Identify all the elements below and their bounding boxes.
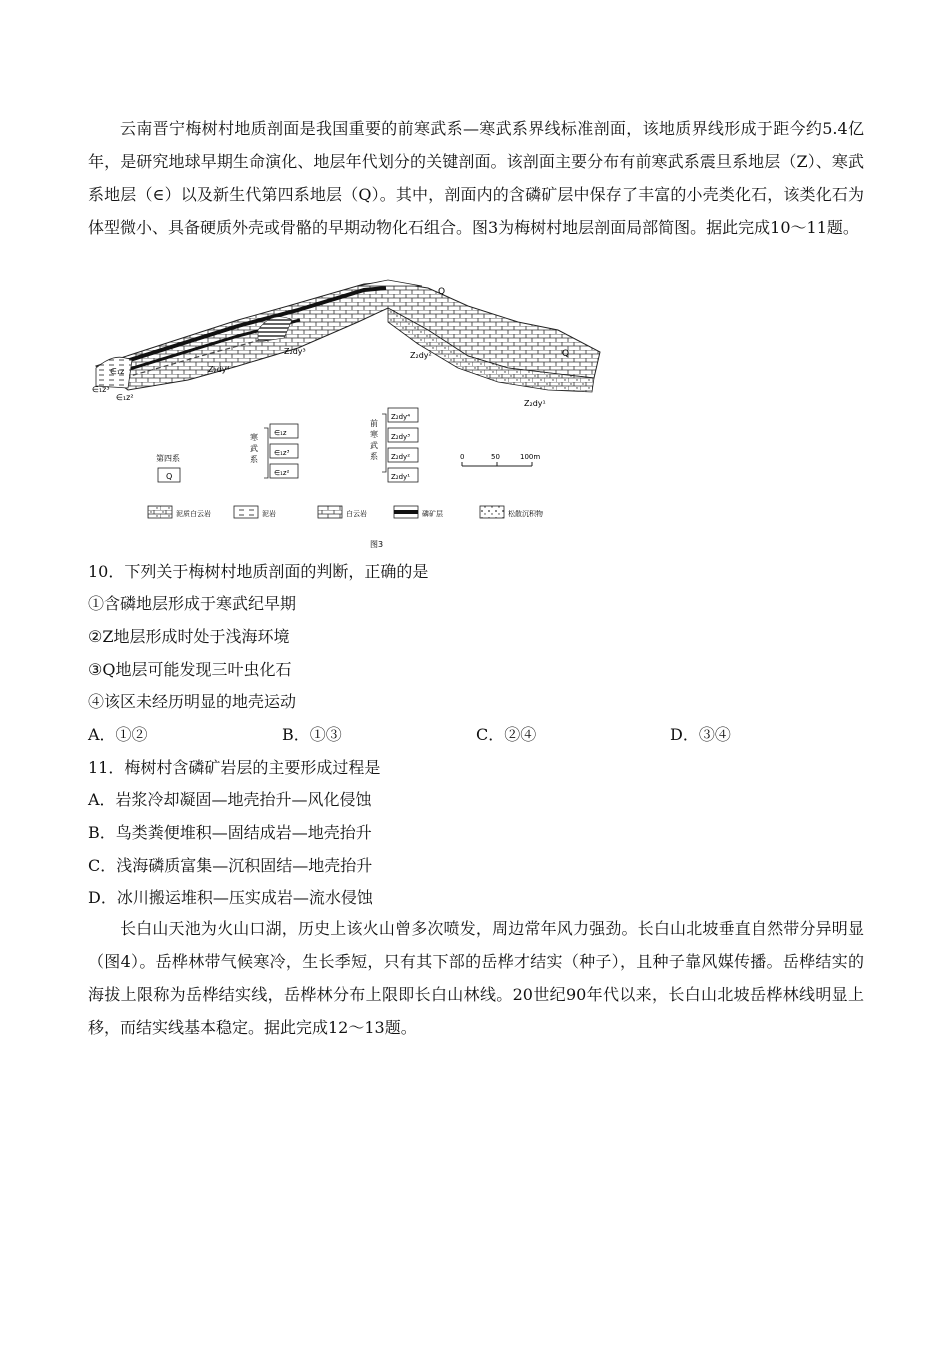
q10-option-c[interactable]: C．②④ [476, 725, 537, 744]
q11-stem: 11．梅树村含磷矿岩层的主要形成过程是 [88, 758, 381, 777]
label-q-right: Q [562, 349, 570, 359]
label-z-dy2: Z₂dy² [410, 351, 432, 360]
svg-text:寒: 寒 [370, 430, 378, 439]
svg-text:Q: Q [166, 472, 173, 481]
intro-paragraph-1: 云南晋宁梅树村地质剖面是我国重要的前寒武系—寒武系界线标准剖面，该地质界线形成于距今约5.4亿年，是研究地球早期生命演化、地层年代划分的关键剖面。该剖面主要分布有前寒武系震旦系地层（Z）、寒武系地层（∈）以及新生代第四系地层（Q）。其中，剖面内的含磷矿层中保存了丰富的小壳类化石，该类化石为体型微小、具备硬质外壳或骨骼的早期动物化石组合。图3为梅树村地层剖面局部简图。据此完成10～11题。 [88, 119, 864, 237]
svg-text:磷矿层: 磷矿层 [422, 510, 443, 518]
q10-item-1: ①含磷地层形成于寒武纪早期 [88, 594, 297, 613]
q10-option-a[interactable]: A．①② [88, 725, 148, 744]
q10-option-d[interactable]: D．③④ [670, 725, 731, 744]
svg-text:100m: 100m [520, 453, 541, 461]
svg-text:∈₁z³: ∈₁z³ [274, 449, 290, 457]
svg-text:Z₂dy³: Z₂dy³ [391, 433, 410, 441]
svg-text:前: 前 [370, 419, 378, 428]
legend-precambrian [370, 408, 418, 482]
q11-option-d[interactable]: D．冰川搬运堆积—压实成岩—流水侵蚀 [88, 888, 373, 907]
svg-text:白云岩: 白云岩 [346, 510, 367, 518]
q10-item-2: ②Z地层形成时处于浅海环境 [88, 627, 290, 646]
svg-text:武: 武 [370, 441, 378, 450]
svg-text:第四系: 第四系 [156, 454, 180, 463]
svg-text:泥岩: 泥岩 [262, 510, 276, 518]
q11-option-c[interactable]: C．浅海磷质富集—沉积固结—地壳抬升 [88, 856, 373, 875]
figure-3-geologic-section [88, 278, 608, 553]
label-z-dy4: Z₂dy⁴ [208, 365, 230, 374]
svg-text:系: 系 [250, 455, 258, 464]
q10-item-3: ③Q地层可能发现三叶虫化石 [88, 660, 292, 679]
svg-text:∈₁z: ∈₁z [274, 429, 287, 437]
svg-text:Z₂dy¹: Z₂dy¹ [391, 473, 410, 481]
q11-option-a[interactable]: A．岩浆冷却凝固—地壳抬升—风化侵蚀 [88, 790, 372, 809]
section-profile [96, 280, 600, 392]
q11-option-b[interactable]: B．鸟类粪便堆积—固结成岩—地壳抬升 [88, 823, 372, 842]
legend-quaternary [156, 453, 180, 482]
figure-caption: 图3 [370, 540, 384, 549]
svg-text:50: 50 [491, 453, 500, 461]
svg-text:寒: 寒 [250, 433, 258, 442]
label-q-top: Q [438, 287, 446, 297]
label-z-dy3: Z₂dy³ [284, 347, 306, 356]
label-c-z2: ∈₁z² [116, 393, 134, 402]
q10-option-b[interactable]: B．①③ [282, 725, 342, 744]
svg-text:Z₂dy²: Z₂dy² [391, 453, 410, 461]
scale-bar [460, 453, 540, 466]
svg-text:∈₁z²: ∈₁z² [274, 469, 290, 477]
legend-cambrian [250, 424, 298, 478]
svg-text:泥质白云岩: 泥质白云岩 [176, 510, 211, 518]
svg-text:松散沉积物: 松散沉积物 [508, 510, 543, 518]
q10-item-4: ④该区未经历明显的地壳运动 [88, 692, 297, 711]
svg-text:系: 系 [370, 452, 378, 461]
label-c-z: ∈₁z [110, 367, 125, 376]
label-z-dy1: Z₂dy¹ [524, 399, 546, 408]
svg-text:武: 武 [250, 444, 258, 453]
svg-text:Z₂dy⁴: Z₂dy⁴ [391, 413, 410, 421]
intro-paragraph-2: 长白山天池为火山口湖，历史上该火山曾多次喷发，周边常年风力强劲。长白山北坡垂直自然带分异明显（图4）。岳桦林带气候寒冷，生长季短，只有其下部的岳桦才结实（种子），且种子靠风媒传播。岳桦结实的海拔上限称为岳桦结实线，岳桦林分布上限即长白山林线。20世纪90年代以来，长白山北坡岳桦林线明显上移，而结实线基本稳定。据此完成12～13题。 [88, 919, 864, 1037]
rock-legend [148, 506, 543, 518]
label-c-z3: ∈₁z³ [92, 385, 110, 394]
q10-stem: 10．下列关于梅树村地质剖面的判断，正确的是 [88, 562, 429, 581]
svg-text:0: 0 [460, 453, 465, 461]
